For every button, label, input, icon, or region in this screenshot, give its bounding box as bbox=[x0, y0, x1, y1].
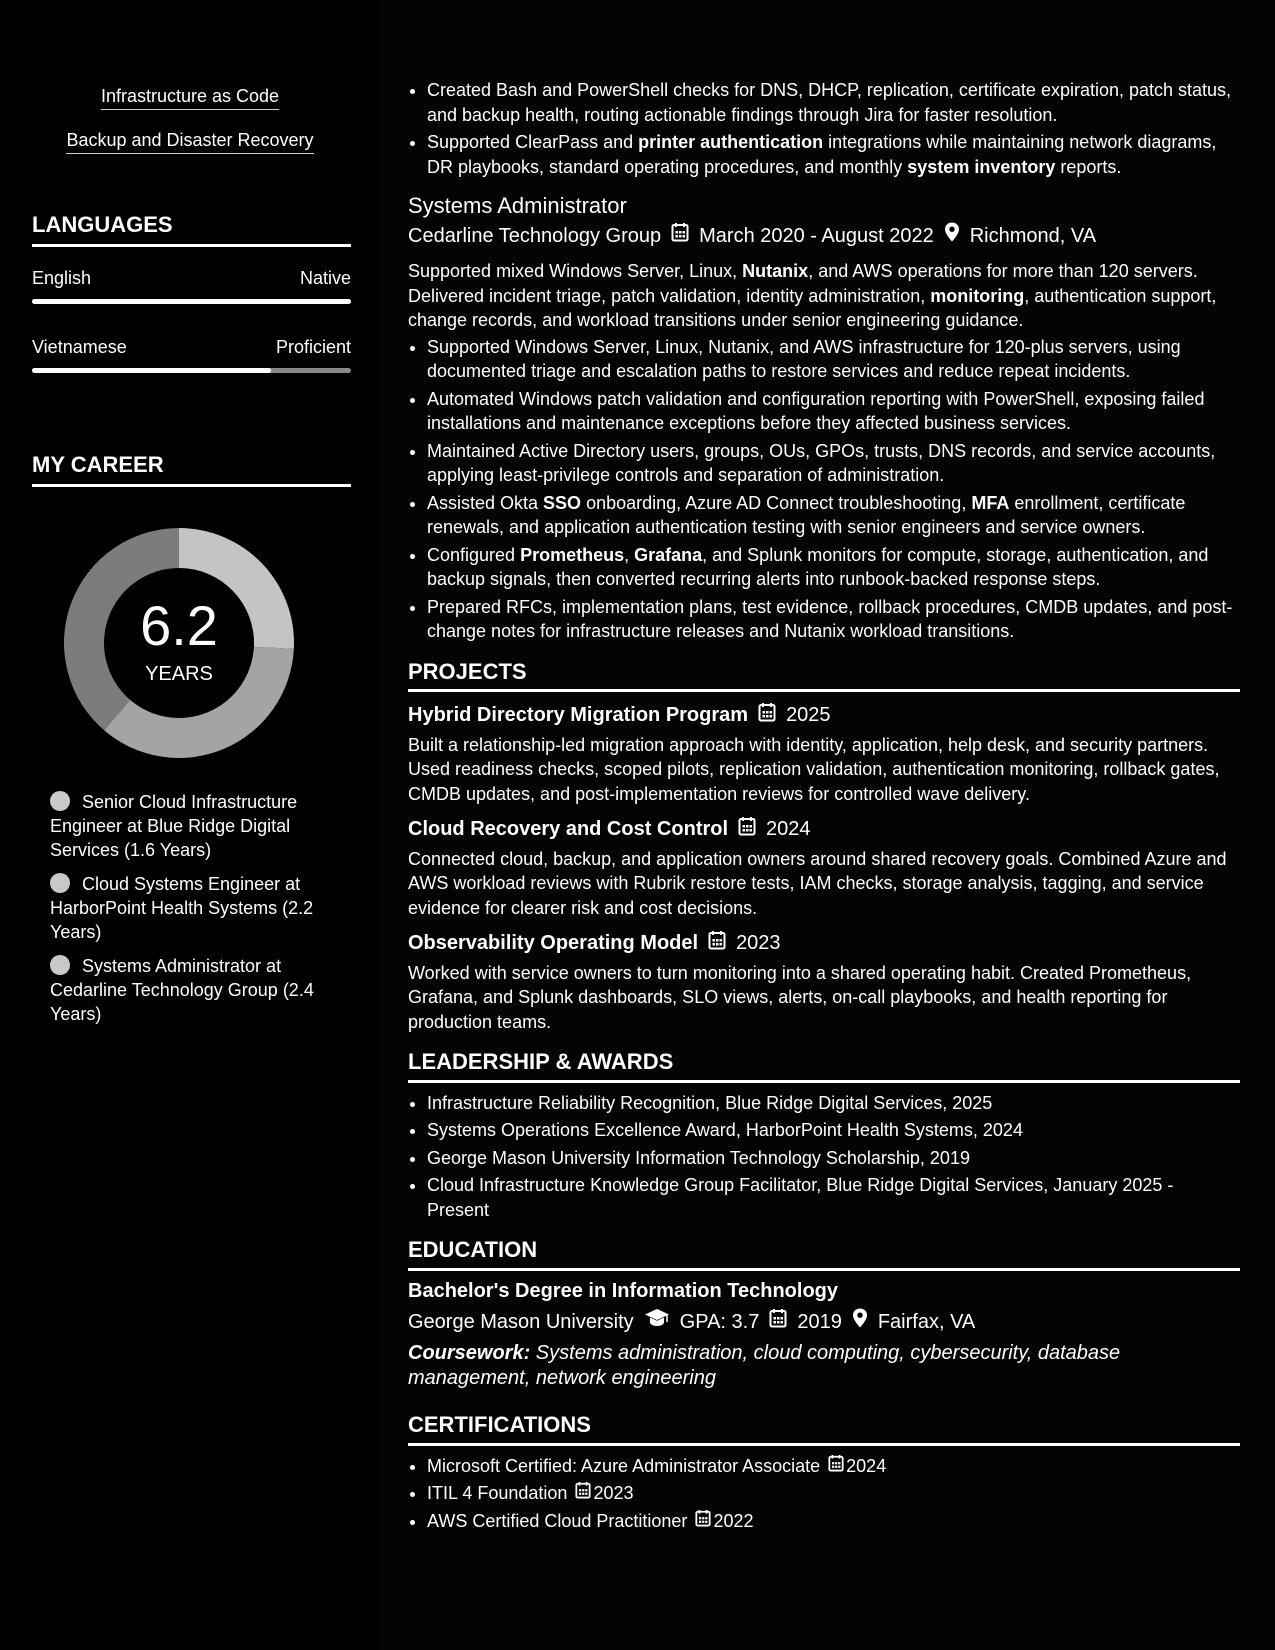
project-description: Built a relationship-led migration approach with identity, application, help desk, and security partners. Used readiness checks, scoped pilots, replication validation, authentication monitoring, rollback gates, CMDB updates, and post-implementation reviews for controlled wave delivery. bbox=[408, 734, 1220, 804]
list-item: • Configured Prometheus, Grafana, and Splunk monitors for compute, storage, authentication, and backup signals, then converted recurring alerts into runbook-backed response steps. bbox=[427, 543, 1240, 592]
career-item: Senior Cloud Infrastructure Engineer at Blue Ridge Digital Services (1.6 Years) bbox=[50, 792, 298, 860]
career-item: Cloud Systems Engineer at HarborPoint Health Systems (2.2 Years) bbox=[50, 874, 314, 942]
language-bar-fill bbox=[32, 299, 351, 304]
list-item: • Supported ClearPass and printer authentication integrations while maintaining network diagrams, DR playbooks, standard operating procedures, and monthly system inventory reports. bbox=[427, 130, 1240, 179]
projects-title: PROJECTS bbox=[408, 660, 1240, 693]
school-location: Fairfax, VA bbox=[877, 1311, 976, 1333]
school-name: George Mason University bbox=[408, 1311, 634, 1333]
sidebar bbox=[0, 0, 380, 1650]
location-icon bbox=[944, 221, 960, 251]
legend-dot bbox=[50, 791, 70, 811]
graduation-year: 2019 bbox=[797, 1311, 842, 1333]
project-name: Hybrid Directory Migration Program bbox=[408, 704, 749, 726]
bullet-list bbox=[408, 78, 1240, 179]
list-item: • Infrastructure Reliability Recognition, Blue Ridge Digital Services, 2025 bbox=[427, 1091, 1240, 1116]
gpa: GPA: 3.7 bbox=[679, 1311, 760, 1333]
job-location: Richmond, VA bbox=[969, 225, 1097, 247]
job-summary: Supported mixed Windows Server, Linux, Nutanix, and AWS operations for more than 120 servers. Delivered incident triage, patch validation, identity administration, monitoring, authentication support, change records, and workload transitions under senior engineering guidance. bbox=[408, 261, 1217, 330]
list-item: • Automated Windows patch validation and configuration reporting with PowerShell, exposing failed installations and maintenance exceptions before they affected business services. bbox=[427, 387, 1240, 436]
list-item: • Assisted Okta SSO onboarding, Azure AD Connect troubleshooting, MFA enrollment, certificate renewals, and application authentication testing with senior engineers and service owners. bbox=[427, 491, 1240, 540]
career-total: 6.2 bbox=[140, 594, 218, 657]
legend-dot bbox=[50, 873, 70, 893]
certifications-list bbox=[408, 1454, 1240, 1534]
graduation-cap-icon bbox=[644, 1307, 670, 1337]
project-year: 2023 bbox=[736, 932, 781, 954]
list-item: • Created Bash and PowerShell checks for DNS, DHCP, replication, certificate expiration, patch status, and backup health, routing actionable findings through Jira for faster resolution. bbox=[427, 78, 1240, 127]
calendar-icon bbox=[828, 1454, 844, 1479]
list-item: • ITIL 4 Foundation 2023 bbox=[427, 1481, 1240, 1506]
location-icon bbox=[852, 1307, 868, 1337]
legend-dot bbox=[50, 955, 70, 975]
job-dates: March 2020 - August 2022 bbox=[699, 225, 934, 247]
main-content bbox=[408, 78, 1240, 1536]
bullet-list bbox=[408, 335, 1240, 644]
coursework: Coursework: Systems administration, cloud computing, cybersecurity, database management, network engineering bbox=[408, 1342, 1121, 1389]
languages-title: LANGUAGES bbox=[32, 212, 351, 247]
language-level: Proficient bbox=[275, 337, 351, 357]
project-title bbox=[408, 702, 1240, 729]
list-item: • Cloud Infrastructure Knowledge Group Facilitator, Blue Ridge Digital Services, January 2025 - Present bbox=[427, 1173, 1240, 1222]
awards-list bbox=[408, 1091, 1240, 1223]
project-title bbox=[408, 930, 1240, 957]
project-name: Cloud Recovery and Cost Control bbox=[408, 818, 729, 840]
calendar-icon bbox=[738, 816, 756, 843]
career-donut-chart bbox=[64, 528, 294, 758]
list-item: • George Mason University Information Technology Scholarship, 2019 bbox=[427, 1146, 1240, 1171]
project-description: Connected cloud, backup, and application owners around shared recovery goals. Combined Azure and AWS workload reviews with Rubrik restore tests, IAM checks, storage analysis, tagging, and service evidence for clearer risk and cost decisions. bbox=[408, 848, 1227, 918]
project-year: 2024 bbox=[766, 818, 811, 840]
career-title: MY CAREER bbox=[32, 452, 351, 487]
language-name: English bbox=[32, 268, 92, 288]
skill-item: Infrastructure as Code bbox=[0, 86, 380, 110]
language-level: Native bbox=[299, 268, 351, 288]
project-description: Worked with service owners to turn monitoring into a shared operating habit. Created Prometheus, Grafana, and Splunk dashboards, SLO views, alerts, on-call playbooks, and health reporting for production teams. bbox=[408, 962, 1192, 1032]
career-list bbox=[50, 790, 340, 1036]
calendar-icon bbox=[708, 930, 726, 957]
calendar-icon bbox=[671, 221, 689, 251]
job-meta bbox=[408, 221, 1240, 251]
company-name: Cedarline Technology Group bbox=[408, 225, 662, 247]
career-item: Systems Administrator at Cedarline Technology Group (2.4 Years) bbox=[50, 956, 314, 1024]
certifications-title: CERTIFICATIONS bbox=[408, 1413, 1240, 1446]
language-bar bbox=[32, 368, 351, 373]
list-item: • Maintained Active Directory users, groups, OUs, GPOs, trusts, DNS records, and service accounts, applying least-privilege controls and separation of administration. bbox=[427, 439, 1240, 488]
calendar-icon bbox=[575, 1481, 591, 1506]
job-title: Systems Administrator bbox=[408, 193, 627, 218]
project-title bbox=[408, 816, 1240, 843]
language-name: Vietnamese bbox=[32, 337, 127, 357]
calendar-icon bbox=[695, 1509, 711, 1534]
education-title: EDUCATION bbox=[408, 1238, 1240, 1271]
list-item: • AWS Certified Cloud Practitioner 2022 bbox=[427, 1509, 1240, 1534]
language-bar-fill bbox=[32, 368, 271, 373]
language-row bbox=[32, 337, 351, 358]
project-name: Observability Operating Model bbox=[408, 932, 699, 954]
list-item: • Prepared RFCs, implementation plans, test evidence, rollback procedures, CMDB updates, and post-change notes for infrastructure releases and Nutanix workload transitions. bbox=[427, 595, 1240, 644]
skill-item: Backup and Disaster Recovery bbox=[0, 130, 380, 154]
calendar-icon bbox=[769, 1307, 787, 1337]
project-year: 2025 bbox=[786, 704, 831, 726]
list-item: • Microsoft Certified: Azure Administrator Associate 2024 bbox=[427, 1454, 1240, 1479]
list-item: • Supported Windows Server, Linux, Nutanix, and AWS infrastructure for 120-plus servers, using documented triage and escalation paths to restore services and reduce repeat incidents. bbox=[427, 335, 1240, 384]
awards-title: LEADERSHIP & AWARDS bbox=[408, 1050, 1240, 1083]
degree-title: Bachelor's Degree in Information Technology bbox=[408, 1279, 839, 1302]
list-item: • Systems Operations Excellence Award, HarborPoint Health Systems, 2024 bbox=[427, 1118, 1240, 1143]
calendar-icon bbox=[758, 702, 776, 729]
career-unit: YEARS bbox=[145, 663, 213, 685]
education-meta bbox=[408, 1307, 1240, 1337]
language-bar bbox=[32, 299, 351, 304]
language-row bbox=[32, 268, 351, 289]
